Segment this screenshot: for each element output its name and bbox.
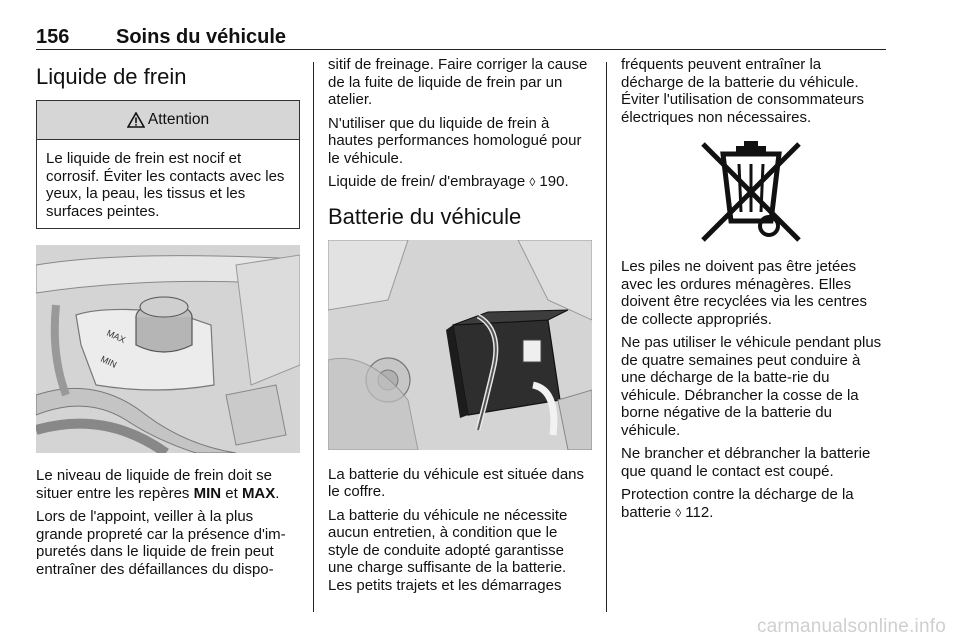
paragraph-long-storage: Ne pas utiliser le véhicule pendant plus de quatre semaines peut conduire à une décharge de la batte‐rie du véhicule. Débrancher la cosse de la borne négative de la batterie du véhicule. <box>621 334 882 439</box>
page-header <box>36 26 886 48</box>
brake-fluid-heading: Liquide de frein <box>36 64 187 89</box>
paragraph-maintenance: La batterie du véhicule ne nécessite aucun entretien, à condition que le style de conduite adopté garantisse une charge suffisante de la batterie. Les petits trajets et les démarrages <box>328 506 568 594</box>
battery-heading: Batterie du véhicule <box>328 203 522 229</box>
level-text: Le niveau de liquide de frein doit se situer entre les repères <box>36 467 273 502</box>
warning-triangle-icon <box>127 112 145 128</box>
watermark: carmanualsonline.info <box>756 616 946 637</box>
fluid-reference-text: Liquide de frein/ d'embrayage <box>328 173 530 190</box>
paragraph-discharge-protection <box>621 486 887 522</box>
paragraph-fluid-reference <box>328 173 592 192</box>
max-label: MAX <box>241 484 276 502</box>
header-rule <box>36 49 886 50</box>
level-text-end: . <box>275 484 280 502</box>
page-number: 156 <box>36 26 70 48</box>
column-divider-2 <box>606 62 607 612</box>
warning-box <box>36 100 300 229</box>
column-divider-1 <box>313 62 314 612</box>
page-reference-icon: ◊ <box>675 505 682 520</box>
column-3 <box>621 56 887 528</box>
warning-title: Attention <box>147 111 210 129</box>
paragraph-cleanliness: Lors de l'appoint, veiller à la plus grande propreté car la présence d'im‐puretés dans le liquide de frein peut entraîner des défaillances du dispo‐ <box>36 508 286 578</box>
paragraph-level <box>36 467 300 502</box>
paragraph-approved-fluid: N'utiliser que du liquide de frein à hautes performances homologué pour le véhicule. <box>328 114 582 167</box>
column-2 <box>328 56 592 600</box>
discharge-protection-text: Protection contre la décharge de la batterie <box>621 486 854 521</box>
page-reference-icon: ◊ <box>529 175 536 189</box>
warning-text: Le liquide de frein est nocif et corrosif. Éviter les contacts avec les yeux, la peau, les tissus et les surfaces peintes. <box>46 150 285 220</box>
paragraph-battery-location: La batterie du véhicule est située dans le coffre. <box>328 465 585 500</box>
paragraph-discharge: fréquents peuvent entraîner la décharge de la batterie du véhicule. Éviter l'utilisation de consommateurs électriques non nécessaires. <box>621 56 864 126</box>
section-title: Soins du véhicule <box>116 26 287 48</box>
discharge-protection-page[interactable]: 112. <box>681 503 714 521</box>
warning-header <box>37 101 299 140</box>
column-1 <box>36 56 300 584</box>
fluid-reference-page[interactable]: 190. <box>535 173 569 190</box>
and-text: et <box>221 484 242 502</box>
paragraph-brake-system: sitif de freinage. Faire corriger la cause de la fuite de liquide de frein par un atelier. <box>328 56 588 108</box>
vehicle-battery-illustration <box>328 240 592 450</box>
min-label: MIN <box>193 484 222 502</box>
paragraph-disposal: Les piles ne doivent pas être jetées avec les ordures ménagères. Elles doivent être recyclées via les centres de collecte appropriés. <box>621 258 867 328</box>
brake-fluid-reservoir-illustration <box>36 245 300 453</box>
max-mark-label: MAX <box>105 327 128 346</box>
min-mark-label: MIN <box>99 353 119 370</box>
crossed-out-bin-icon <box>621 136 887 246</box>
paragraph-ignition-off: Ne brancher et débrancher la batterie que quand le contact est coupé. <box>621 445 871 480</box>
